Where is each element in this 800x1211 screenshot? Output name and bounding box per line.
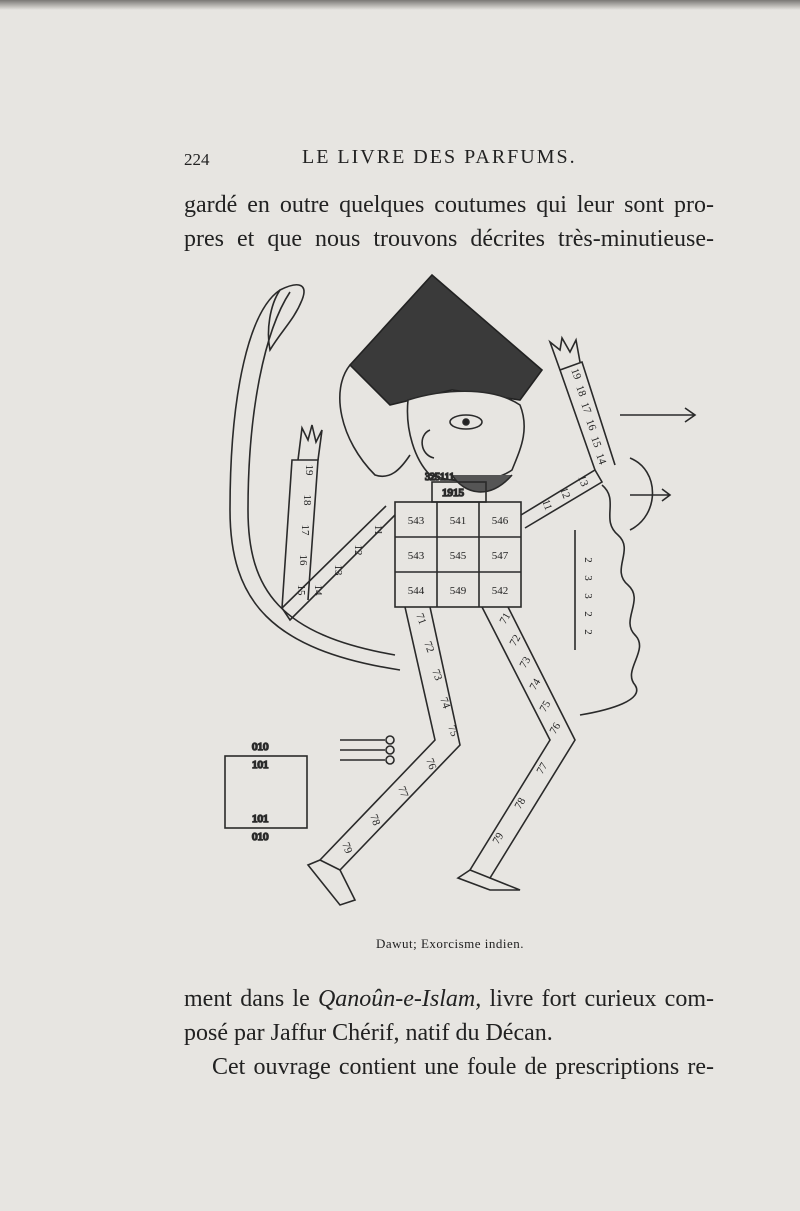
exorcism-figure: [190, 270, 710, 930]
page-number: 224: [184, 150, 210, 169]
left-leg-number: 76: [423, 756, 439, 772]
left-arm-number: 14: [312, 584, 324, 596]
hair: [350, 275, 542, 405]
eye-pupil: [463, 419, 469, 425]
side-symbol-number: 2: [582, 557, 594, 563]
text-segment: ment dans le: [184, 986, 318, 1012]
left-leg-number: 74: [437, 695, 453, 711]
right-forearm: [560, 362, 615, 470]
right-leg-number: 71: [497, 610, 514, 627]
square-inner-bottom: 101: [252, 813, 269, 825]
right-arm-number: 12: [557, 485, 573, 501]
text-block-top: [184, 188, 714, 256]
grid-cell-number: 544: [407, 585, 425, 597]
grid-cell-number: 543: [407, 515, 425, 527]
left-leg: [320, 607, 460, 870]
grid-cell-number: 549: [449, 585, 467, 597]
right-leg-number: 75: [537, 698, 554, 715]
right-arm-number: 15: [588, 434, 604, 450]
left-arm-number: 19: [303, 464, 315, 476]
left-leg-number: 77: [395, 784, 411, 800]
side-symbol-number: 2: [582, 611, 594, 617]
right-leg: [470, 607, 575, 878]
side-symbol-number: 3: [582, 575, 594, 581]
square-outer-bottom: 010: [252, 831, 269, 843]
text-line: [184, 982, 714, 1016]
grid-cell-number: 542: [491, 585, 509, 597]
grid-cell-number: 545: [449, 550, 467, 562]
right-leg-number: 78: [512, 795, 529, 812]
left-leg-number: 75: [445, 723, 461, 739]
wavy-edge: [580, 485, 640, 715]
right-leg-number: 76: [547, 720, 564, 737]
running-head: LE LIVRE DES PARFUMS.: [302, 146, 577, 168]
left-arm-number: 16: [297, 554, 309, 566]
text-line: pres et que nous trouvons décrites très-minutieuse-: [184, 226, 714, 252]
text-line: posé par Jaffur Chérif, natif du Décan.: [184, 1020, 553, 1046]
right-leg-number: 73: [517, 654, 534, 671]
grid-cell-number: 546: [491, 515, 509, 527]
left-arm-number: 15: [295, 584, 307, 596]
arrow-right: [620, 408, 695, 422]
right-leg-number: 77: [534, 760, 551, 777]
side-symbol-number: 3: [582, 593, 594, 599]
left-leg-number: 78: [367, 812, 383, 828]
grid-cell-number: 543: [407, 550, 425, 562]
right-foot: [458, 870, 520, 890]
left-arm-number: 13: [332, 564, 344, 576]
bow: [630, 458, 653, 530]
demon-illustration: [190, 270, 710, 930]
grid-cell-number: 541: [449, 515, 467, 527]
side-symbol-number: 2: [582, 629, 594, 635]
right-arm-number: 18: [573, 383, 589, 399]
right-arm-number: 11: [539, 497, 555, 513]
face: [407, 391, 524, 481]
left-arm-number: 18: [301, 494, 313, 506]
head-label: 325111: [425, 472, 455, 483]
right-arm-number: 16: [583, 417, 599, 433]
figure-caption: Dawut; Exorcisme indien.: [375, 936, 525, 951]
right-leg-number: 72: [507, 632, 524, 649]
arrows-left: [340, 740, 385, 760]
left-arm-number: 12: [352, 544, 364, 556]
right-arm-number: 13: [575, 473, 591, 489]
left-foot: [308, 860, 355, 905]
text-segment: livre fort curieux com-: [481, 986, 714, 1012]
page-edge: [0, 0, 800, 10]
left-leg-number: 72: [421, 639, 437, 655]
left-leg-number: 73: [429, 667, 445, 683]
bow-arrow: [630, 489, 670, 501]
left-leg-number: 79: [339, 840, 355, 856]
left-arm-number: 11: [372, 524, 384, 536]
right-arm-number: 17: [578, 400, 594, 416]
right-arm-number: 19: [568, 366, 584, 382]
square-outer-top: 010: [252, 741, 269, 753]
right-leg-number: 74: [527, 676, 544, 693]
page-header: [184, 146, 714, 176]
left-arm-number: 17: [299, 524, 311, 536]
square-inner-top: 101: [252, 759, 269, 771]
text-block-bottom: [184, 982, 714, 1084]
left-leg-number: 71: [413, 611, 429, 627]
right-arm-number: 14: [593, 451, 609, 467]
neck-label: 1915: [442, 487, 464, 499]
grid-cell-number: 547: [491, 550, 509, 562]
left-hand: [298, 425, 322, 460]
text-line: gardé en outre quelques coutumes qui leur sont pro-: [184, 192, 714, 218]
text-line: Cet ouvrage contient une foule de prescriptions re-: [212, 1054, 714, 1080]
right-leg-number: 79: [490, 830, 507, 847]
book-title: Qanoûn-e-Islam,: [317, 986, 482, 1012]
